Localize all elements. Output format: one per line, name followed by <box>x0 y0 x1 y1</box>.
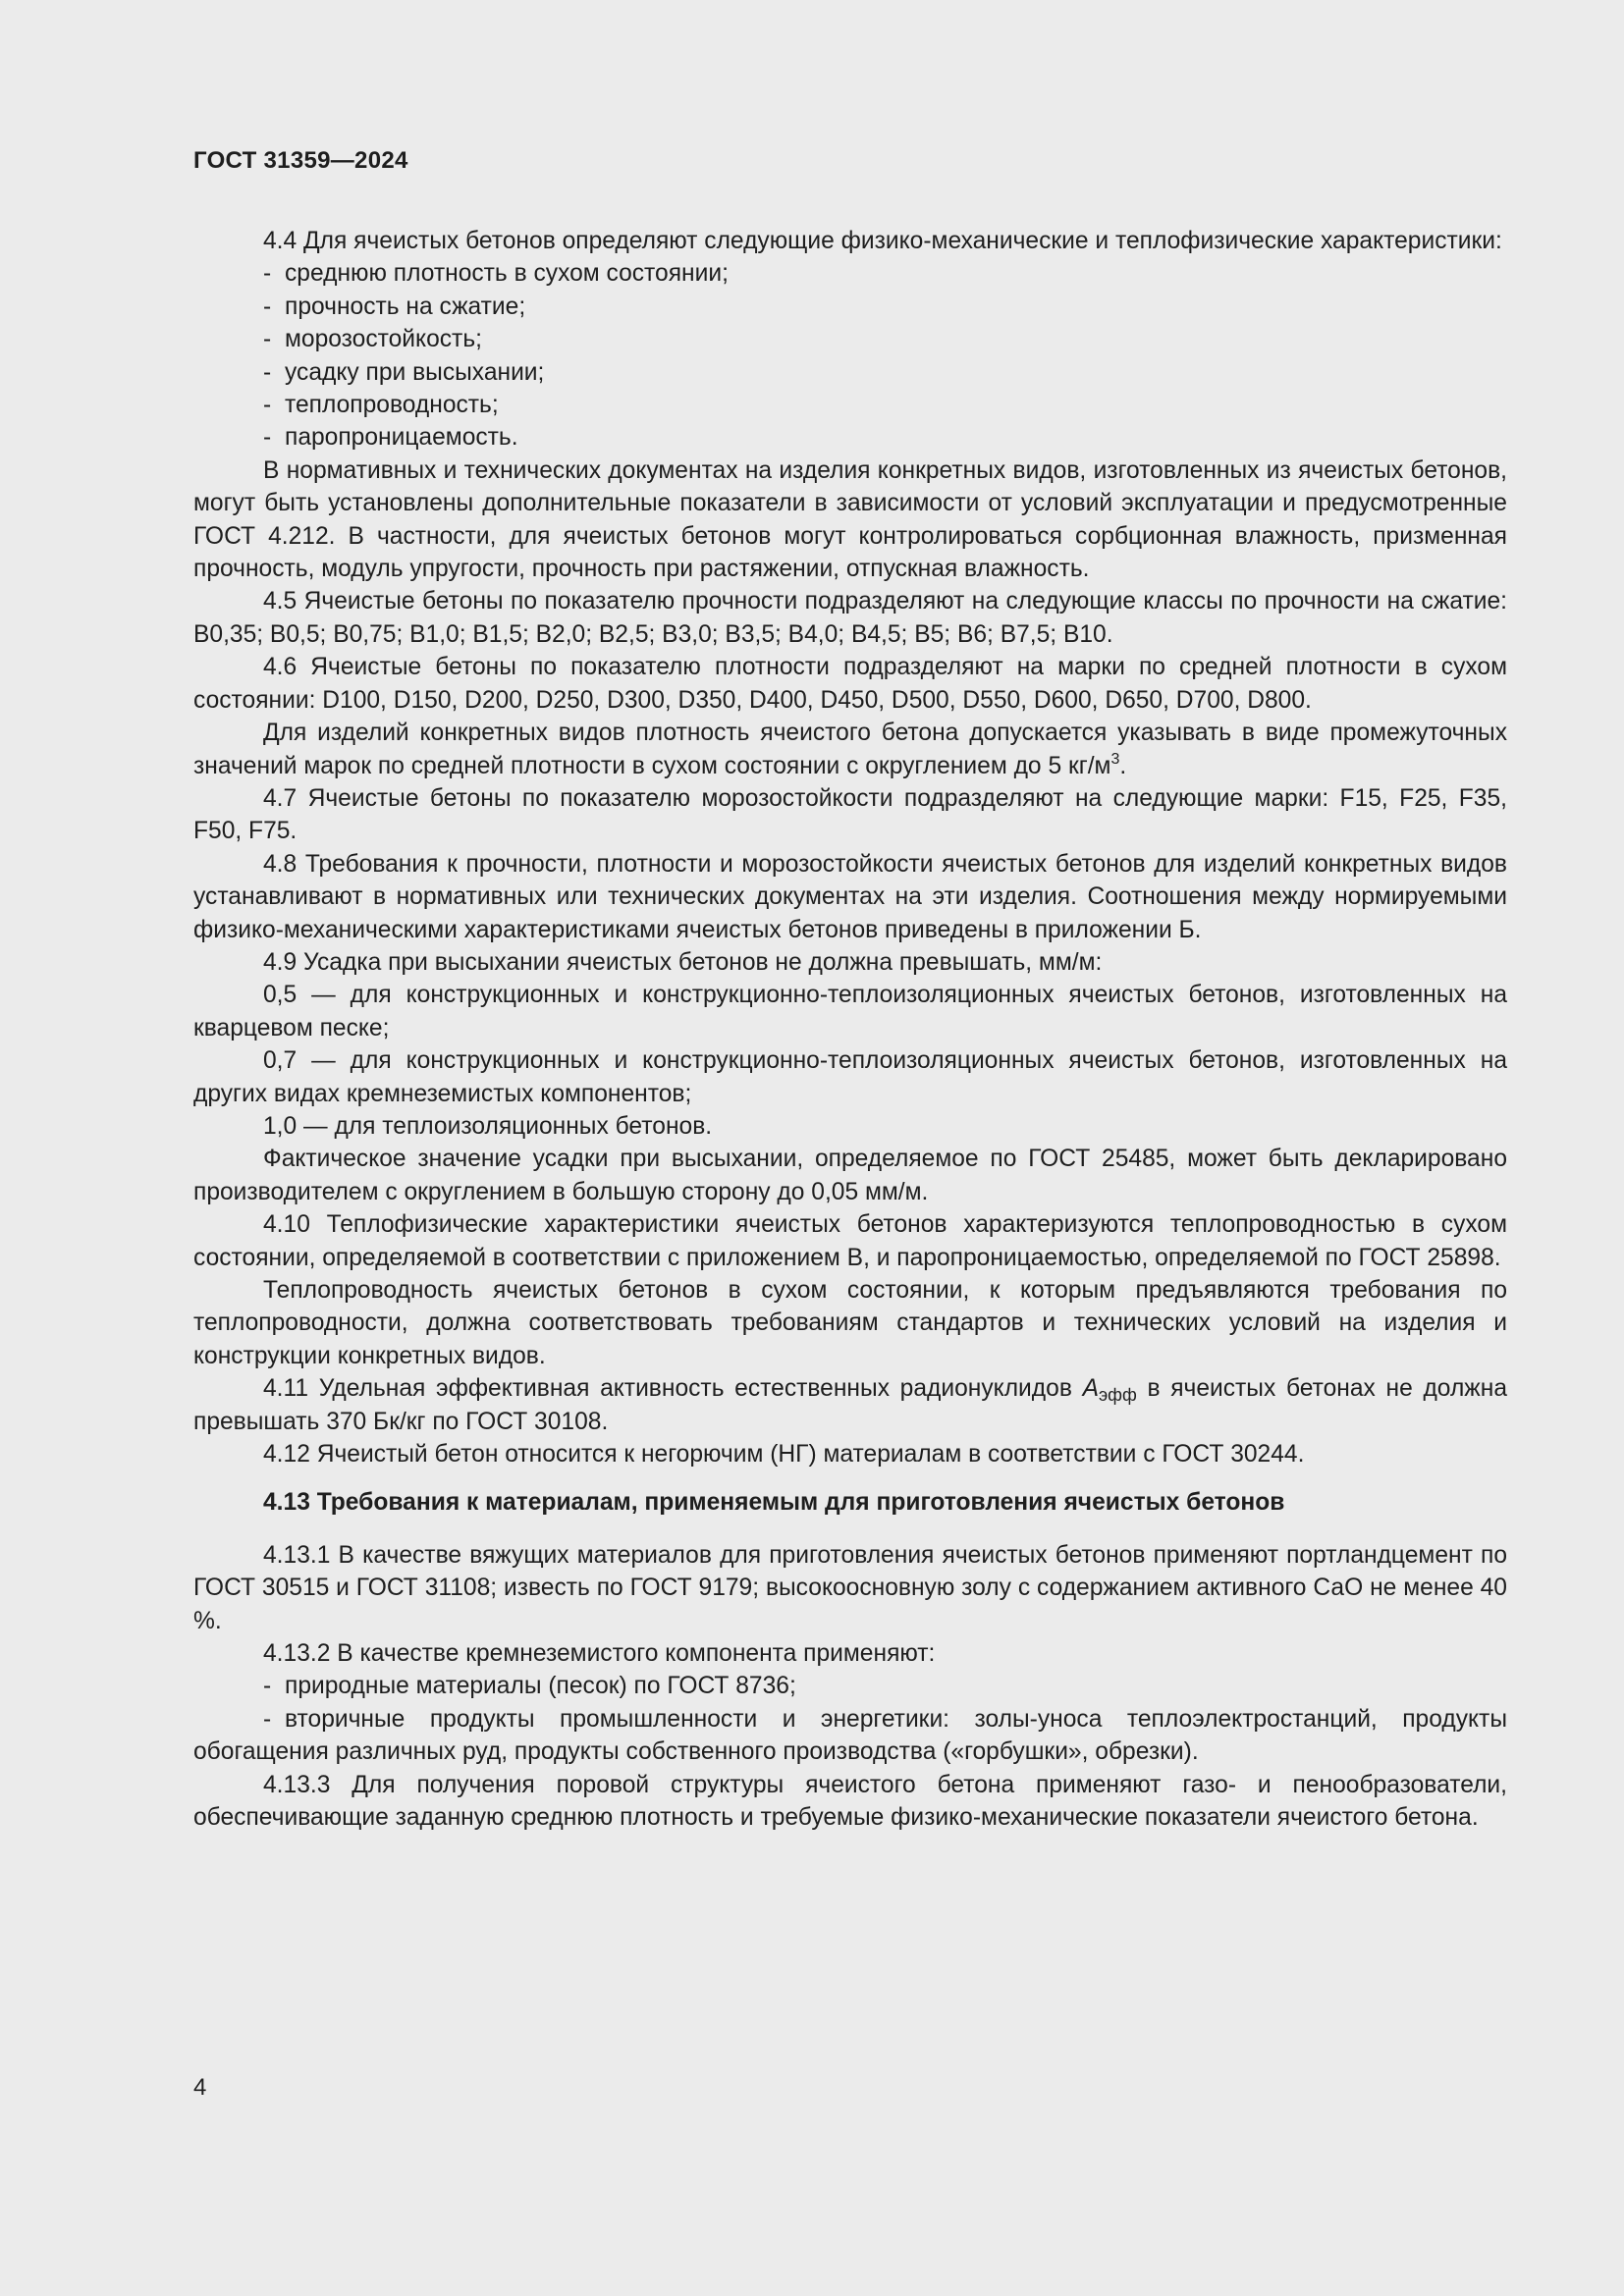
paragraph-4-10-extra: Теплопроводность ячеистых бетонов в сухом состоянии, к которым предъявляются требования по теплопроводности, должна соответствовать требованиям стандартов и технических условий на изделия и конструкции конкретных видов. <box>193 1277 1507 1369</box>
paragraph-4-11 <box>193 1372 1507 1438</box>
list-marker: - <box>263 358 272 386</box>
list-item-text: морозостойкость; <box>285 326 482 353</box>
list-marker: - <box>263 293 272 320</box>
paragraph-4-9-d: Фактическое значение усадки при высыхании, определяемое по ГОСТ 25485, может быть декларировано производителем с округлением в большую сторону до 0,05 мм/м. <box>193 1146 1507 1205</box>
paragraph-4-7: 4.7 Ячеистые бетоны по показателю морозостойкости подразделяют на следующие марки: F15, F25, F35, F50, F75. <box>193 784 1507 845</box>
list-item <box>193 291 1507 323</box>
paragraph-4-12: 4.12 Ячеистый бетон относится к негорючим (НГ) материалам в соответствии с ГОСТ 30244. <box>263 1441 1305 1468</box>
paragraph-4-9-c: 1,0 — для теплоизоляционных бетонов. <box>263 1112 713 1140</box>
paragraph-4-6: 4.6 Ячеистые бетоны по показателю плотности подразделяют на марки по средней плотности в сухом состоянии: D100, D150, D200, D250, D300, D350, D400, D450, D500, D550, D600, D650, D700, D800. <box>193 654 1507 714</box>
subscript: эфф <box>1098 1385 1137 1406</box>
paragraph-4-6-extra <box>193 717 1507 782</box>
paragraph-text: Для изделий конкретных видов плотность ячеистого бетона допускается указывать в виде промежуточных значений марок по средней плотности в сухом состоянии с округлением до 5 кг/м <box>193 720 1507 779</box>
list-item-text: усадку при высыхании; <box>285 358 545 386</box>
list-marker: - <box>263 392 272 419</box>
paragraph-text: 4.11 Удельная эффективная активность естественных радионуклидов <box>263 1375 1083 1403</box>
paragraph-4-5: 4.5 Ячеистые бетоны по показателю прочности подразделяют на следующие классы по прочности на сжатие: В0,35; В0,5; В0,75; В1,0; В1,5; В2,0; В2,5; В3,0; В3,5; В4,0; В4,5; В5; В6; В7,5; В10. <box>193 588 1507 648</box>
list-item-wrapped <box>193 1703 1507 1769</box>
paragraph-4-13-3: 4.13.3 Для получения поровой структуры ячеистого бетона применяют газо- и пенообразователи, обеспечивающие заданную среднюю плотность и требуемые физико-механические показатели ячеистого бетона. <box>193 1771 1507 1832</box>
list-item-text: среднюю плотность в сухом состоянии; <box>285 260 729 288</box>
activity-symbol: A <box>1082 1375 1099 1403</box>
paragraph-4-9-a: 0,5 — для конструкционных и конструкционно-теплоизоляционных ячеистых бетонов, изготовленных на кварцевом песке; <box>193 982 1507 1041</box>
paragraph-4-8: 4.8 Требования к прочности, плотности и морозостойкости ячеистых бетонов для изделий конкретных видов устанавливают в нормативных или технических документах на эти изделия. Соотношения между нормируемыми физико-механическими характеристиками ячеистых бетонов приведены в приложении Б. <box>193 850 1507 943</box>
list-marker: - <box>263 260 272 288</box>
list-item-text: теплопроводность; <box>285 392 499 419</box>
list-item <box>193 389 1507 421</box>
paragraph-4-13-1: 4.13.1 В качестве вяжущих материалов для приготовления ячеистых бетонов применяют портландцемент по ГОСТ 30515 и ГОСТ 31108; известь по ГОСТ 9179; высокоосновную золу с содержанием активного СаО не менее 40 %. <box>193 1541 1507 1634</box>
paragraph-4-4: 4.4 Для ячеистых бетонов определяют следующие физико-механические и теплофизические характеристики: <box>263 228 1502 254</box>
list-item <box>193 257 1507 290</box>
section-heading-4-13: 4.13 Требования к материалам, применяемым для приготовления ячеистых бетонов <box>263 1489 1285 1517</box>
list-item-text: вторичные продукты промышленности и энергетики: золы-уноса теплоэлектростанций, продукты обогащения различных руд, продукты собственного производства («горбушки», обрезки). <box>193 1705 1507 1766</box>
list-item <box>193 421 1507 454</box>
paragraph-text-end: в ячеистых бетонах не должна превышать 370 Бк/кг по ГОСТ 30108. <box>193 1375 1507 1435</box>
paragraph-text-end: . <box>1119 752 1127 779</box>
list-item-text: природные материалы (песок) по ГОСТ 8736; <box>285 1673 796 1700</box>
list-marker: - <box>263 1705 272 1733</box>
list-item <box>193 323 1507 355</box>
paragraph-4-13-2: 4.13.2 В качестве кремнеземистого компонента применяют: <box>263 1640 936 1668</box>
list-item-text: прочность на сжатие; <box>285 293 526 320</box>
paragraph-4-9: 4.9 Усадка при высыхании ячеистых бетонов не должна превышать, мм/м: <box>263 948 1103 976</box>
paragraph-4-9-b: 0,7 — для конструкционных и конструкционно-теплоизоляционных ячеистых бетонов, изготовленных на других видах кремнеземистых компонентов; <box>193 1047 1507 1107</box>
list-marker: - <box>263 326 272 353</box>
paragraph-4-10: 4.10 Теплофизические характеристики ячеистых бетонов характеризуются теплопроводностью в сухом состоянии, определяемой в соответствии с приложением В, и паропроницаемостью, определяемой по ГОСТ 25898. <box>193 1211 1507 1271</box>
list-marker: - <box>263 424 272 452</box>
page-number: 4 <box>193 2074 207 2101</box>
document-header: ГОСТ 31359—2024 <box>193 147 408 174</box>
paragraph-4-4-extra: В нормативных и технических документах на изделия конкретных видов, изготовленных из ячеистых бетонов, могут быть установлены дополнительные показатели в зависимости от условий эксплуатации и предусмотренные ГОСТ 4.212. В частности, для ячеистых бетонов могут контролироваться сорбционная влажность, призменная прочность, модуль упругости, прочность при растяжении, отпускная влажность. <box>193 456 1507 583</box>
list-item <box>193 356 1507 389</box>
superscript: 3 <box>1110 750 1120 768</box>
list-marker: - <box>263 1673 272 1700</box>
list-item-text: паропроницаемость. <box>285 424 518 452</box>
document-body <box>193 225 1507 1835</box>
list-item <box>193 1670 1507 1702</box>
